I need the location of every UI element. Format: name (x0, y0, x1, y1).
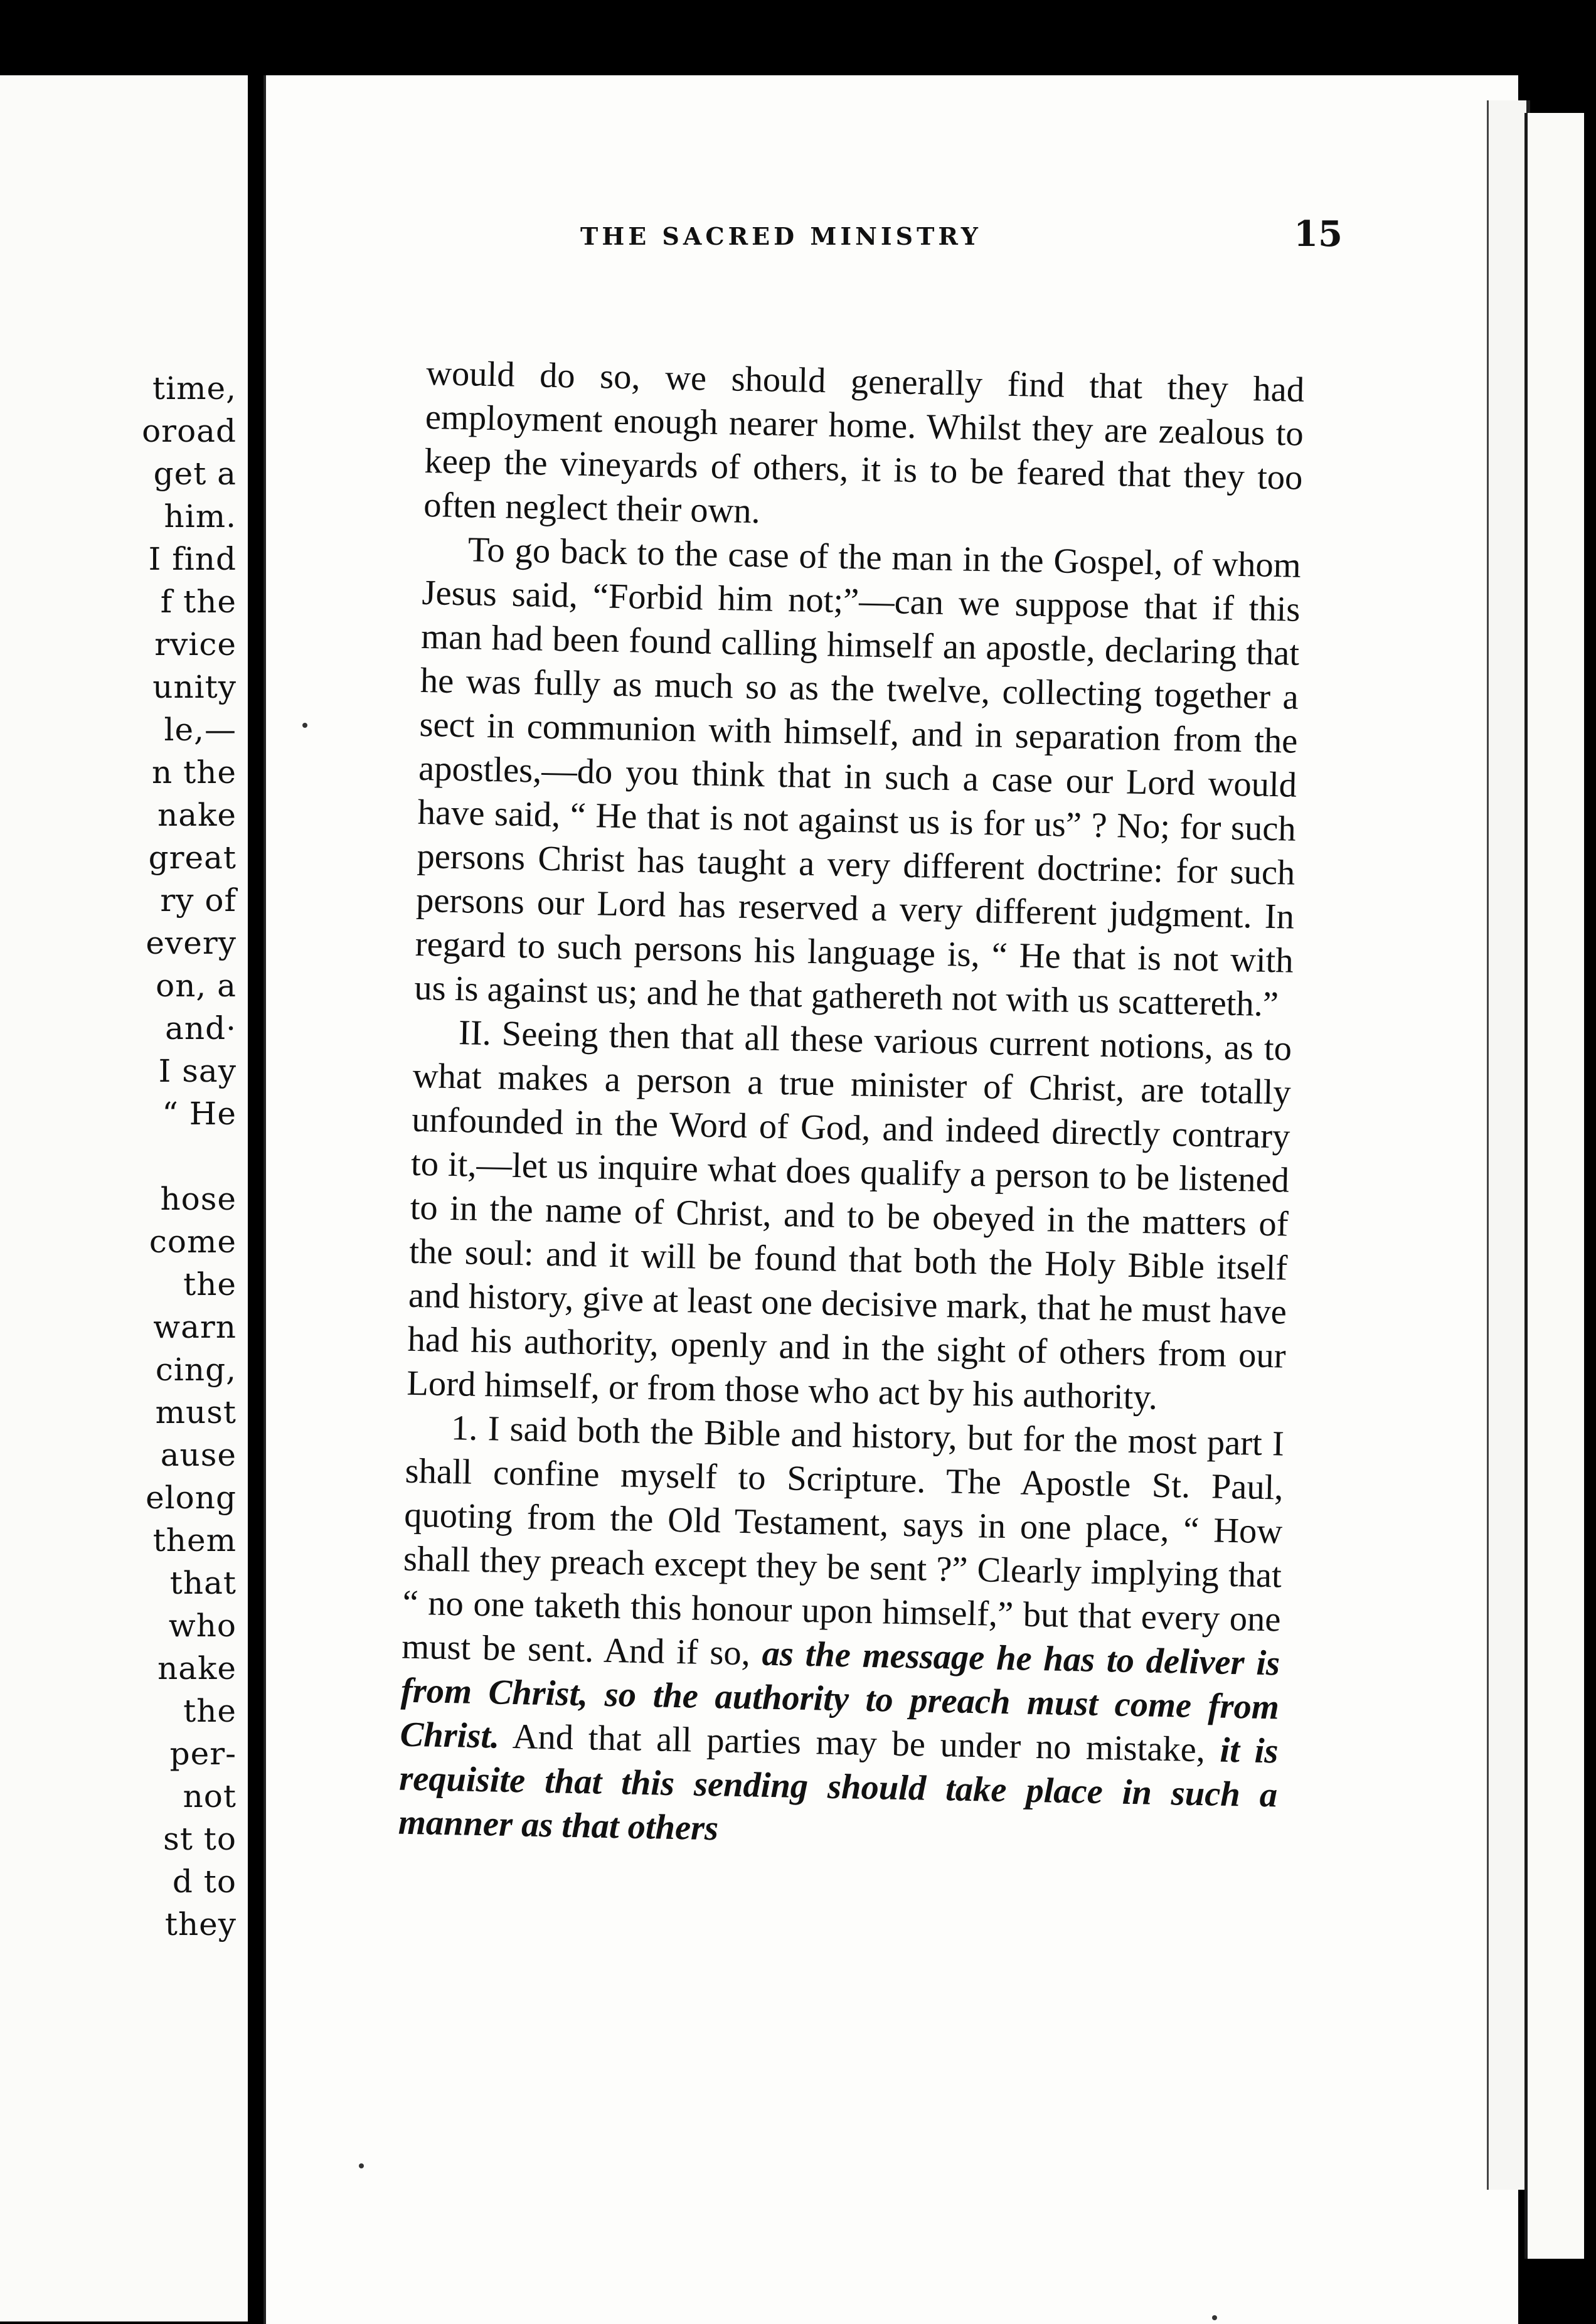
page-header (433, 213, 1361, 264)
fragment-line: f the (160, 584, 237, 620)
previous-page-text-fragments (29, 367, 237, 1946)
fragment-line: rvice (154, 626, 237, 663)
page-number: 15 (1294, 213, 1343, 255)
fragment-line: who (168, 1607, 237, 1644)
fragment-line: I find (148, 541, 237, 577)
fragment-line: the (183, 1266, 237, 1303)
fragment-line: that (169, 1565, 237, 1601)
paragraph (398, 1405, 1284, 1862)
fragment-line: get a (153, 456, 237, 492)
fragment-line: nake (157, 1650, 237, 1687)
fragment-line: nake (157, 797, 237, 833)
running-title: THE SACRED MINISTRY (580, 222, 982, 250)
scan-speck (359, 2163, 364, 2168)
fragment-line (29, 1135, 237, 1178)
fragment-line: ry of (160, 882, 237, 919)
fragment-line: elong (146, 1479, 237, 1516)
fragment-line: not (183, 1778, 237, 1815)
fragment-line: oroad (142, 413, 237, 449)
scan-speck (1212, 2315, 1217, 2320)
fragment-line: ause (160, 1437, 237, 1473)
paragraph-text: 1. I said both the Bible and history, but for the most part I shall confine myself to Scripture. The Apostle St. Paul, quoting from the Old Testament, says in one place, “ How shall they preach except they be sent ?” Clearly implying that “ no one taketh this honour upon himself,” but that every one must be sent. And if so, (401, 1409, 1285, 1673)
fragment-line: unity (152, 669, 237, 705)
fragment-line: per- (169, 1735, 237, 1772)
paragraph: II. Seeing then that all these various current notions, as to what makes a person a true minister of Christ, are totally unfounded in the Word of God, and indeed directly contrary to it,—let us inquire what does qualify a person to be listened to in the name of Christ, and to be obeyed in the matters of the soul: and it will be found that both the Holy Bible itself and history, give at least one decisive mark, that he must have had his authority, openly and in the sight of others from our Lord himself, or from those who act by his authority. (406, 1013, 1292, 1417)
fragment-line: and· (165, 1010, 237, 1047)
fragment-line: him. (164, 498, 237, 535)
emphasized-text: as the message he has to deliver is from Christ, so the authority to preach must come from Christ. (400, 1634, 1280, 1756)
fragment-line: the (183, 1693, 237, 1729)
fragment-line: must (155, 1394, 237, 1431)
fragment-line: time, (152, 370, 237, 407)
fragment-line: “ He (162, 1095, 237, 1132)
fragment-line: n the (152, 754, 237, 791)
fragment-line: I say (158, 1053, 237, 1089)
fragment-line: le,— (164, 712, 237, 748)
previous-page (0, 75, 248, 2321)
fragment-line: them (152, 1522, 237, 1559)
fragment-line: cing, (155, 1351, 237, 1388)
paragraph-text: And that all parties may be under no mistake, (512, 1717, 1206, 1770)
page-edge (1487, 100, 1530, 2190)
emphasized-text: it is requisite that this sending should take place in such a manner as that others (398, 1730, 1279, 1848)
fragment-line: hose (160, 1181, 237, 1217)
fragment-line: they (164, 1906, 237, 1943)
fragment-line: every (146, 925, 237, 961)
fragment-line: st to (163, 1821, 237, 1857)
next-leaf-edge (1524, 113, 1584, 2259)
paragraph: would do so, we should generally find that they had employment enough nearer home. Whilst they are zealous to keep the vineyards of others, it is to be feared that they too often neglect their own. (423, 353, 1305, 531)
page-body (398, 351, 1304, 1861)
fragment-line: on, a (156, 967, 237, 1004)
fragment-line: warn (153, 1309, 237, 1345)
fragment-line: come (149, 1223, 237, 1260)
fragment-line: great (148, 840, 237, 876)
paragraph: To go back to the case of the man in the Gospel, of whom Jesus said, “Forbid him not;”—can we suppose that if this man had been found calling himself an apostle, declaring that he was fully as much so as the twelve, collecting together a sect in communion with himself, and in separation from the apostles,—do you think that in such a case our Lord would have said, “ He that is not against us is for us” ? No; for such persons Christ has taught a very different doctrine: for such persons our Lord has reserved a very different judgment. In regard to such persons his language is, “ He that is not with us is against us; and he that gathereth not with us scattereth.” (413, 530, 1302, 1025)
fragment-line: d to (172, 1863, 237, 1900)
scan-speck (302, 723, 307, 728)
